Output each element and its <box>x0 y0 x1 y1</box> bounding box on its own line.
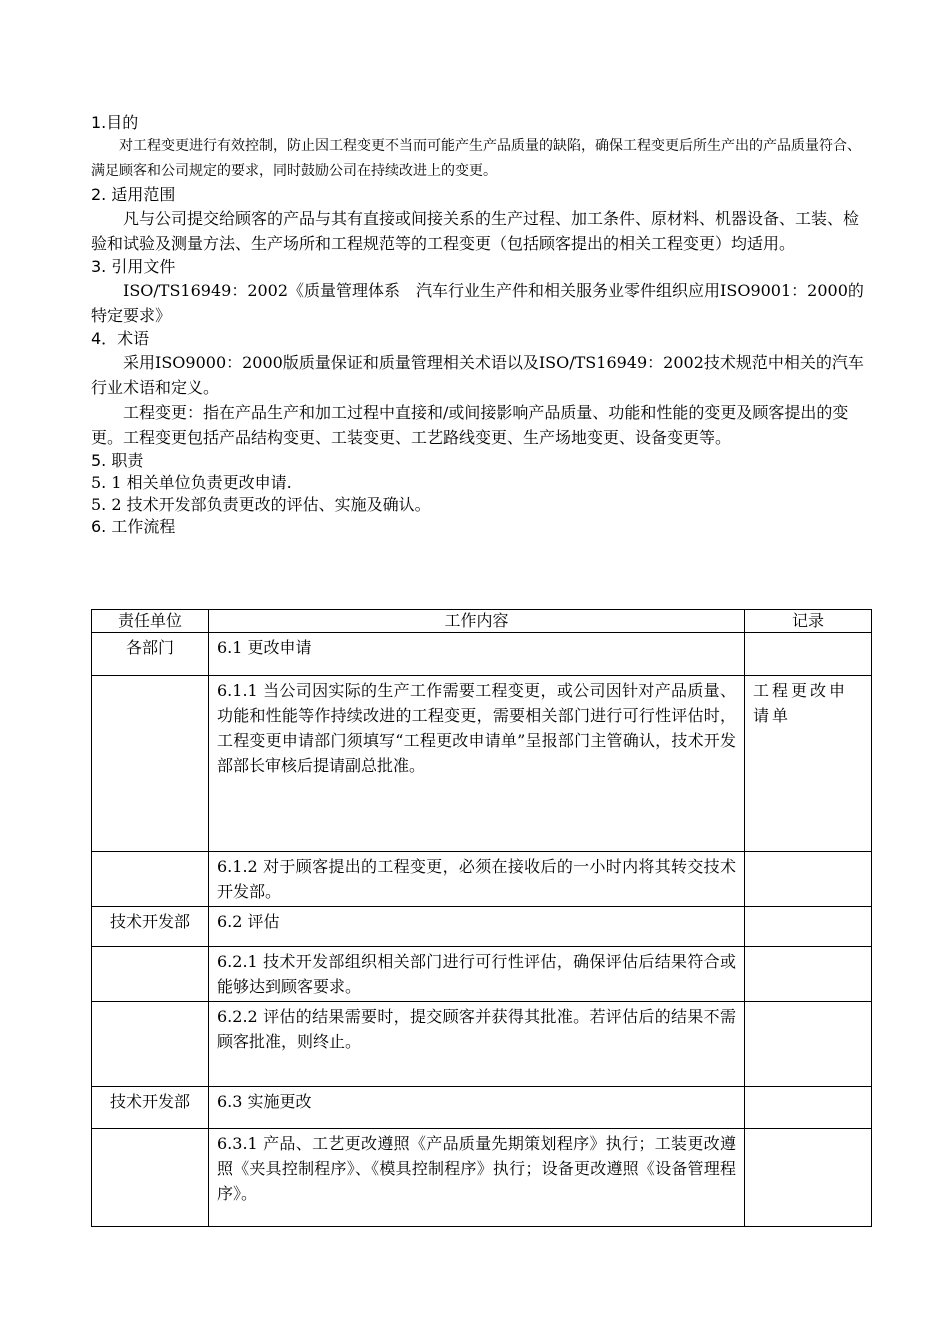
table-row <box>92 907 872 947</box>
header-content: 工作内容 <box>209 610 745 633</box>
section-heading-terms: 4．术语 <box>91 329 150 348</box>
table-cell-unit <box>92 676 209 852</box>
table-row <box>92 1087 872 1129</box>
table-cell-content: 6.2.2 评估的结果需要时，提交顾客并获得其批准。若评估后的结果不需顾客批准，则终止。 <box>209 1002 745 1087</box>
responsibility-item-2: 5. 2 技术开发部负责更改的评估、实施及确认。 <box>91 495 431 514</box>
table-cell-unit: 技术开发部 <box>92 1087 209 1129</box>
table-cell-record <box>745 1087 872 1129</box>
table-cell-record: 工程更改申请单 <box>745 676 872 852</box>
table-cell-content: 6.2 评估 <box>209 907 745 947</box>
table-cell-unit <box>92 1002 209 1087</box>
table-row <box>92 852 872 907</box>
table-cell-record <box>745 907 872 947</box>
table-cell-content: 6.2.1 技术开发部组织相关部门进行可行性评估，确保评估后结果符合或能够达到顾客要求。 <box>209 947 745 1002</box>
table-row <box>92 1002 872 1087</box>
table-cell-record <box>745 1002 872 1087</box>
table-cell-unit <box>92 852 209 907</box>
section-heading-purpose: 1.目的 <box>91 113 139 132</box>
section-heading-workflow: 6. 工作流程 <box>91 517 176 536</box>
table-cell-record <box>745 633 872 676</box>
table-cell-content: 6.1.2 对于顾客提出的工程变更，必须在接收后的一小时内将其转交技术开发部。 <box>209 852 745 907</box>
table-cell-unit <box>92 947 209 1002</box>
table-cell-record <box>745 947 872 1002</box>
table-row <box>92 947 872 1002</box>
workflow-table <box>91 609 872 1227</box>
table-cell-unit <box>92 1129 209 1227</box>
table-cell-content: 6.1 更改申请 <box>209 633 745 676</box>
responsibility-item-1: 5. 1 相关单位负责更改申请. <box>91 473 292 492</box>
section-text-scope: 凡与公司提交给顾客的产品与其有直接或间接关系的生产过程、加工条件、原材料、机器设备、工装、检验和试验及测量方法、生产场所和工程规范等的工程变更（包括顾客提出的相关工程变更）均适用。 <box>91 209 860 253</box>
table-cell-unit: 各部门 <box>92 633 209 676</box>
table-cell-content: 6.3.1 产品、工艺更改遵照《产品质量先期策划程序》执行；工装更改遵照《夹具控制程序》、《模具控制程序》执行；设备更改遵照《设备管理程序》。 <box>209 1129 745 1227</box>
table-row <box>92 1129 872 1227</box>
table-cell-record <box>745 1129 872 1227</box>
section-heading-responsibility: 5. 职责 <box>91 451 144 470</box>
header-record: 记录 <box>745 610 872 633</box>
section-text-purpose: 对工程变更进行有效控制，防止因工程变更不当而可能产生产品质量的缺陷，确保工程变更后所生产出的产品质量符合、满足顾客和公司规定的要求，同时鼓励公司在持续改进上的变更。 <box>91 138 861 179</box>
table-cell-content: 6.1.1 当公司因实际的生产工作需要工程变更，或公司因针对产品质量、功能和性能等作持续改进的工程变更，需要相关部门进行可行性评估时，工程变更申请部门须填写“工程更改申请单”呈报部门主管确认，技术开发部部长审核后提请副总批准。 <box>209 676 745 852</box>
table-cell-record <box>745 852 872 907</box>
table-row <box>92 676 872 852</box>
section-heading-references: 3. 引用文件 <box>91 257 176 276</box>
table-cell-unit: 技术开发部 <box>92 907 209 947</box>
table-cell-content: 6.3 实施更改 <box>209 1087 745 1129</box>
section-text-terms-2: 工程变更：指在产品生产和加工过程中直接和/或间接影响产品质量、功能和性能的变更及顾客提出的变更。工程变更包括产品结构变更、工装变更、工艺路线变更、生产场地变更、设备变更等。 <box>91 403 849 447</box>
header-unit: 责任单位 <box>92 610 209 633</box>
table-row <box>92 633 872 676</box>
section-text-terms-1: 采用ISO9000：2000版质量保证和质量管理相关术语以及ISO/TS16949：2002技术规范中相关的汽车行业术语和定义。 <box>91 353 864 397</box>
section-text-references: ISO/TS16949：2002《质量管理体系 汽车行业生产件和相关服务业零件组织应用ISO9001：2000的特定要求》 <box>91 281 864 325</box>
document-body <box>91 112 871 538</box>
section-heading-scope: 2. 适用范围 <box>91 185 176 204</box>
table-header-row <box>92 610 872 633</box>
